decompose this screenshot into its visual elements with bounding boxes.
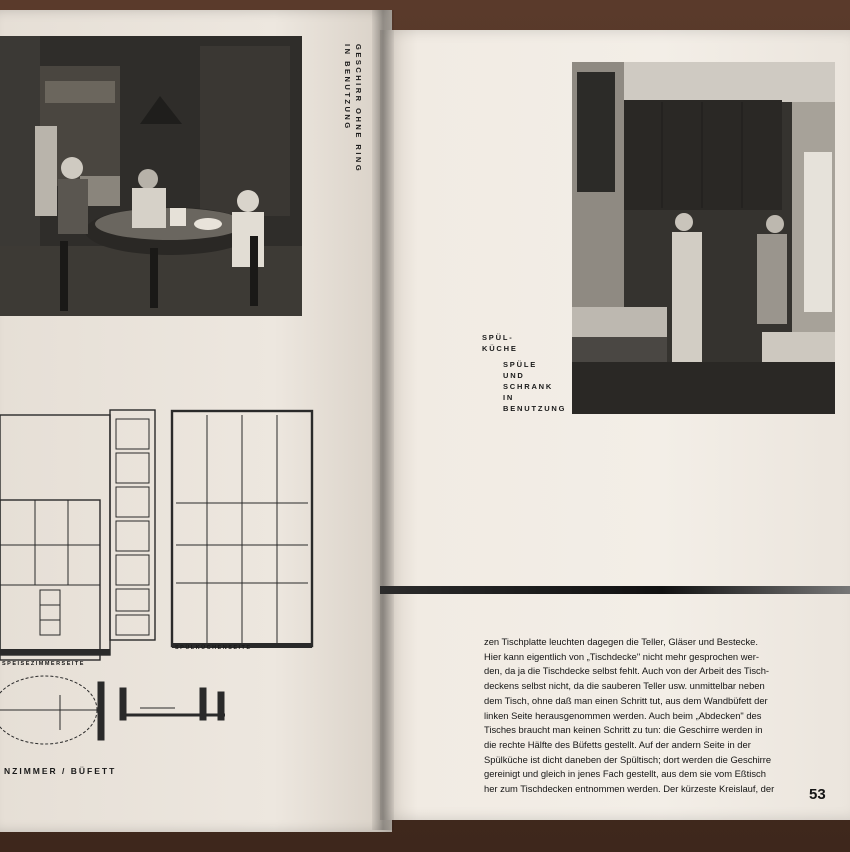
drawing-label-dining-side: SPEISEZIMMERSEITE — [2, 661, 85, 667]
caption-sub-line-4: IN — [503, 393, 515, 402]
kitchen-photo — [572, 62, 835, 414]
body-line: dem Tisch, ohne daß man einen Schritt tut, aus dem Wandbüfett der — [484, 694, 768, 706]
drawing-label-kitchen-side: SPÜLKÜCHENSEITE — [175, 645, 252, 651]
kitchen-caption-title — [482, 332, 518, 354]
kitchen-caption-subtitle — [503, 359, 566, 414]
page-number: 53 — [809, 786, 826, 803]
caption-line-1: GESCHIRR OHNE RING — [354, 44, 363, 174]
caption-title-line-1: SPÜL- — [482, 333, 514, 342]
caption-title-line-2: KÜCHE — [482, 344, 518, 353]
caption-sub-line-1: SPÜLE — [503, 360, 538, 369]
body-line: den, da ja die Tischdecke selbst fehlt. Auch von der Arbeit des Tisch- — [484, 665, 770, 677]
body-text — [484, 635, 836, 797]
book-gutter — [372, 10, 394, 830]
caption-line-2: IN BENUTZUNG — [343, 44, 352, 131]
body-line: Spülküche ist dicht daneben der Spültisch; dort werden die Geschirre — [484, 753, 772, 765]
left-page-footer-label: NZIMMER / BÜFETT — [4, 766, 117, 776]
dining-room-photo — [0, 36, 302, 316]
caption-sub-line-3: SCHRANK — [503, 382, 554, 391]
body-line: Hier kann eigentlich von „Tischdecke" nicht mehr gesprochen wer- — [484, 650, 759, 662]
dining-photo-caption — [342, 44, 364, 224]
body-line: die rechte Hälfte des Büfetts gestellt. Auf der andern Seite in der — [484, 738, 751, 750]
body-line: linken Seite herausgenommen werden. Auch beim „Abdecken" des — [484, 709, 762, 721]
caption-sub-line-2: UND — [503, 371, 525, 380]
buffet-plan-drawing — [0, 670, 240, 760]
buffet-elevation-drawings — [0, 405, 330, 665]
caption-sub-line-5: BENUTZUNG — [503, 404, 567, 413]
body-line: her zum Tischdecken entnommen werden. Der kürzeste Kreislauf, der — [484, 783, 775, 795]
body-line: Tisches braucht man keinen Schritt zu tun: die Geschirre werden in — [484, 724, 763, 736]
body-line: gereinigt und gleich in jenes Fach gestellt, aus dem sie vom Eßtisch — [484, 768, 766, 780]
body-line: deckens selbst nicht, da die sauberen Teller usw. unmittelbar neben — [484, 680, 765, 692]
horizontal-rule — [380, 586, 850, 594]
body-line: zen Tischplatte leuchten dagegen die Teller, Gläser und Bestecke. — [484, 636, 758, 647]
